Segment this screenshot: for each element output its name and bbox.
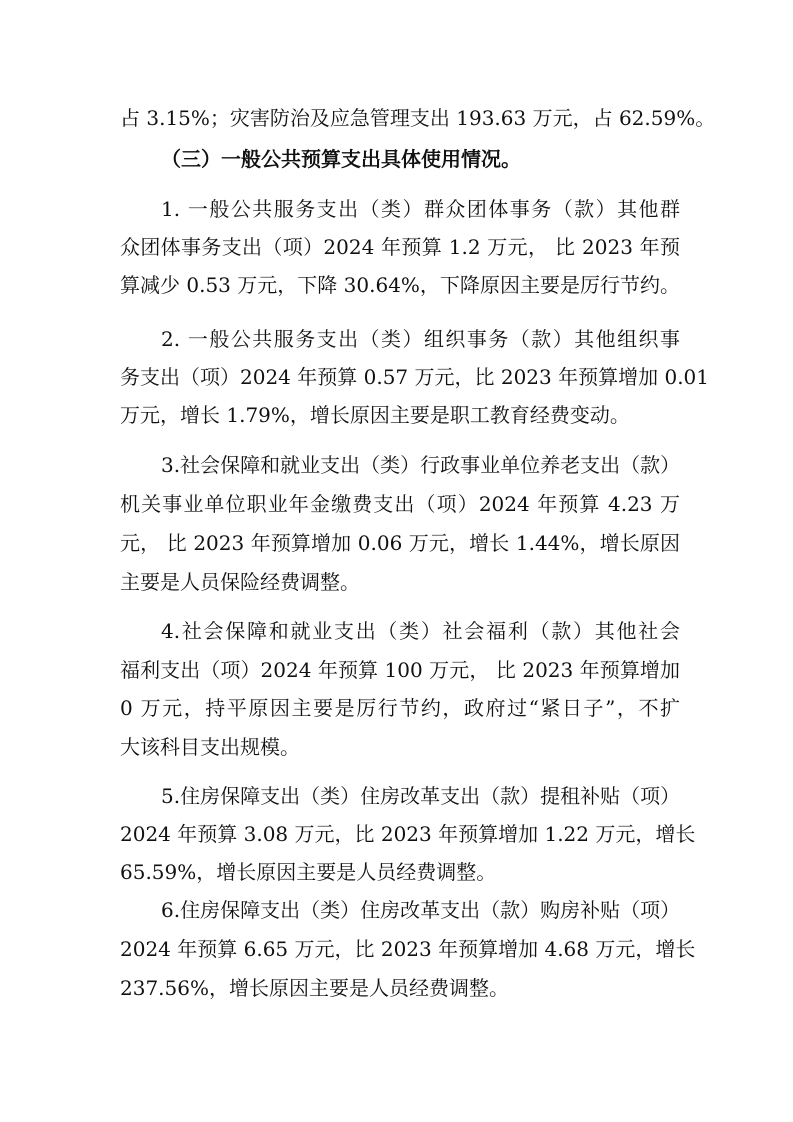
text-line: 大该科目支出规模。 (120, 735, 300, 759)
text-line: 2. 一般公共服务支出（类）组织事务（款）其他组织事 (161, 327, 680, 351)
text-line: 1. 一般公共服务支出（类）群众团体事务（款）其他群 (161, 197, 680, 221)
text-line: 算减少 0.53 万元，下降 30.64%，下降原因主要是厉行节约。 (120, 273, 680, 297)
section-heading: （三）一般公共预算支出具体使用情况。 (161, 147, 521, 171)
text-line: 65.59%，增长原因主要是人员经费调整。 (120, 860, 497, 884)
text-line: 务支出（项）2024 年预算 0.57 万元，比 2023 年预算增加 0.01 (120, 365, 710, 389)
text-line: 占 3.15%；灾害防治及应急管理支出 193.63 万元，占 62.59%。 (120, 106, 716, 130)
text-line: 机关事业单位职业年金缴费支出（项）2024 年预算 4.23 万 (120, 492, 680, 516)
text-line: 3.社会保障和就业支出（类）行政事业单位养老支出（款） (161, 453, 681, 477)
text-line: 237.56%，增长原因主要是人员经费调整。 (120, 976, 509, 1000)
text-line: 众团体事务支出（项）2024 年预算 1.2 万元， 比 2023 年预 (120, 235, 680, 259)
text-line: 0 万元，持平原因主要是厉行节约，政府过“紧日子”，不扩 (120, 696, 680, 720)
text-line: 5.住房保障支出（类）住房改革支出（款）提租补贴（项） (161, 784, 681, 808)
text-line: 主要是人员保险经费调整。 (120, 570, 360, 594)
text-line: 4.社会保障和就业支出（类）社会福利（款）其他社会 (161, 619, 680, 643)
text-line: 6.住房保障支出（类）住房改革支出（款）购房补贴（项） (161, 898, 681, 922)
text-line: 2024 年预算 3.08 万元，比 2023 年预算增加 1.22 万元，增长 (120, 822, 696, 846)
text-line: 福利支出（项）2024 年预算 100 万元， 比 2023 年预算增加 (120, 658, 680, 682)
text-line: 万元，增长 1.79%，增长原因主要是职工教育经费变动。 (120, 403, 630, 427)
text-line: 元， 比 2023 年预算增加 0.06 万元，增长 1.44%，增长原因 (120, 531, 680, 555)
text-line: 2024 年预算 6.65 万元，比 2023 年预算增加 4.68 万元，增长 (120, 937, 696, 961)
